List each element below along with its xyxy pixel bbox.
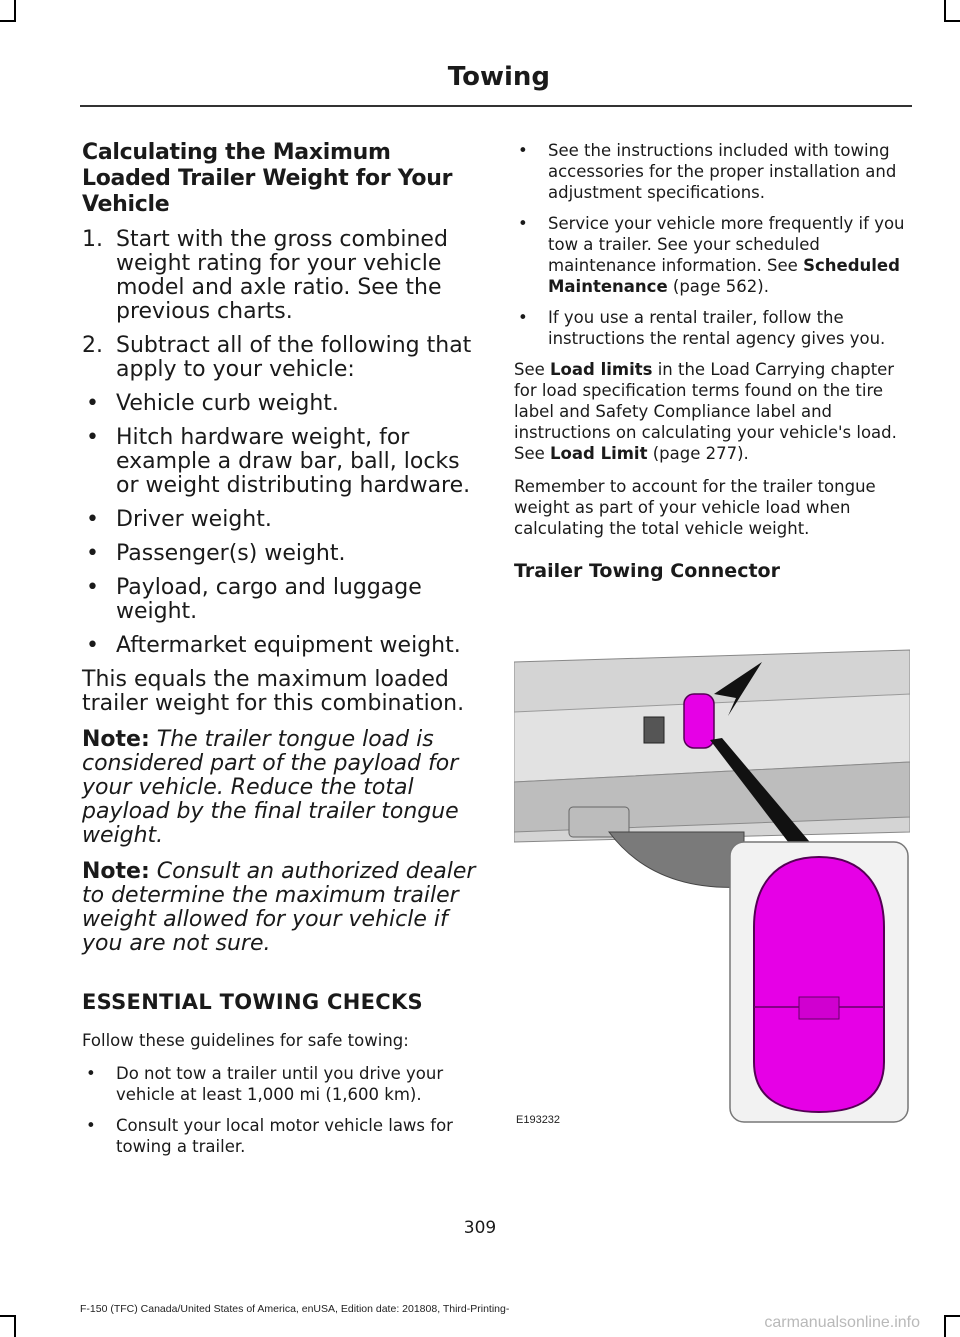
right-column	[514, 140, 908, 582]
section-heading-connector: Trailer Towing Connector	[514, 560, 780, 582]
step-text: Subtract all of the following that apply to your vehicle:	[116, 333, 472, 382]
crop-mark	[0, 1315, 16, 1317]
figure-code: E193232	[516, 1114, 561, 1126]
trailer-connector-illustration	[514, 642, 910, 1132]
page-reference: (page 562).	[672, 277, 769, 296]
list-item: • Do not tow a trailer until you drive your vehicle at least 1,000 mi (1,600 km).	[82, 1063, 478, 1105]
crop-mark	[944, 0, 946, 22]
list-item: • See the instructions included with towing accessories for the proper installation and adjustment specifications.	[514, 140, 908, 203]
step-item	[82, 228, 478, 324]
note-tongue-load	[82, 728, 478, 848]
step-text: Start with the gross combined weight rating for your vehicle model and axle ratio. See the previous charts.	[116, 227, 448, 324]
note-text: Consult an authorized dealer to determine the maximum trailer weight allowed for your vehicle if you are not sure.	[82, 859, 476, 956]
crop-mark	[0, 20, 16, 22]
step-number: 1.	[82, 227, 103, 252]
step-item	[82, 334, 478, 382]
tongue-weight-paragraph: Remember to account for the trailer tongue weight as part of your vehicle load when calculating the total vehicle weight.	[514, 477, 876, 538]
subtract-list	[82, 392, 478, 658]
sensor-shape	[644, 717, 664, 743]
crop-mark	[944, 1315, 946, 1337]
section-heading-essential-checks: ESSENTIAL TOWING CHECKS	[82, 990, 423, 1014]
list-item: • Vehicle curb weight.	[82, 392, 478, 416]
list-item: • Driver weight.	[82, 508, 478, 532]
list-item: • Hitch hardware weight, for example a draw bar, ball, locks or weight distributing hardware.	[82, 426, 478, 498]
crop-mark	[944, 20, 960, 22]
watermark: carmanualsonline.info	[764, 1314, 920, 1331]
list-item: • Consult your local motor vehicle laws for towing a trailer.	[82, 1115, 478, 1157]
list-item: • Passenger(s) weight.	[82, 542, 478, 566]
connector-illustration-svg	[514, 642, 910, 1132]
list-item	[514, 213, 908, 297]
list-item: • Payload, cargo and luggage weight.	[82, 576, 478, 624]
load-limits-paragraph	[514, 359, 908, 464]
note-label: Note:	[82, 727, 150, 752]
page-number: 309	[463, 1218, 497, 1238]
crop-mark	[14, 0, 16, 22]
edition-footer: F-150 (TFC) Canada/United States of America, enUSA, Edition date: 201808, Third-Printing-	[80, 1303, 510, 1315]
list-item: • If you use a rental trailer, follow the instructions the rental agency gives you.	[514, 307, 908, 349]
header-divider	[80, 105, 912, 107]
result-paragraph: This equals the maximum loaded trailer weight for this combination.	[82, 667, 465, 716]
left-column	[82, 140, 478, 1167]
steps-list	[82, 228, 478, 382]
list-item-text: Service your vehicle more frequently if you tow a trailer. See your scheduled maintenance information. See	[548, 214, 905, 275]
page-reference: (page 277).	[652, 444, 749, 463]
connector-large	[754, 857, 884, 1112]
section-heading-max-trailer-weight: Calculating the Maximum Loaded Trailer Weight for Your Vehicle	[82, 140, 453, 217]
connector-small	[684, 694, 714, 748]
cross-reference-link[interactable]: Scheduled Maintenance	[548, 256, 900, 296]
checks-list	[82, 1063, 478, 1157]
list-item: • Aftermarket equipment weight.	[82, 634, 478, 658]
note-text: The trailer tongue load is considered part of the payload for your vehicle. Reduce the total payload by the final trailer tongue weight.	[82, 727, 459, 848]
crop-mark	[944, 1315, 960, 1317]
text: See	[514, 360, 545, 379]
cross-reference-link[interactable]: Load Limit	[550, 444, 648, 463]
checks-list-continued	[514, 140, 908, 349]
tire-shape	[609, 832, 744, 887]
cross-reference-link[interactable]: Load limits	[550, 360, 653, 379]
checks-intro: Follow these guidelines for safe towing:	[82, 1031, 409, 1050]
step-number: 2.	[82, 333, 103, 358]
note-consult-dealer	[82, 860, 478, 956]
connector-latch	[799, 997, 839, 1019]
crop-mark	[14, 1315, 16, 1337]
note-label: Note:	[82, 859, 150, 884]
text: in the Load Carrying chapter for load specification terms found on the tire label and Safety Compliance label and instructions on calculating your vehicle's load. See	[514, 360, 897, 463]
chapter-title: Towing	[447, 62, 550, 92]
